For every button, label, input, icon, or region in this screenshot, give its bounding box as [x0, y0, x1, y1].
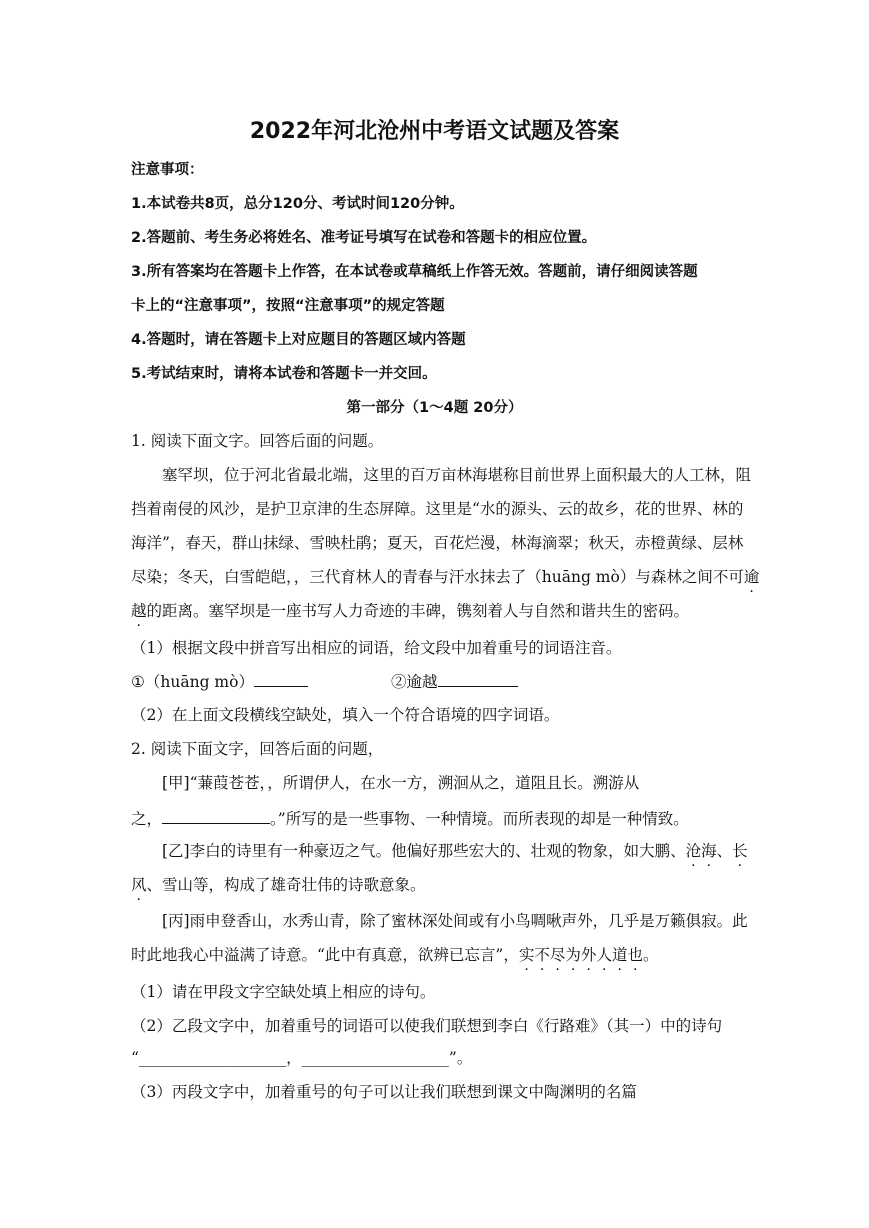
- passage-text: 、雪山等，构成了雄奇壮伟的诗歌意象。: [146, 876, 426, 894]
- answer-line: [131, 670, 308, 692]
- emphasized-char: 越: [131, 602, 147, 620]
- passage-text: 。: [642, 946, 659, 964]
- part-heading: 第一部分（1～4题 20分）: [346, 400, 523, 416]
- subquestion: （2）在上面文段横线空缺处，填入一个符合语境的四字词语。: [131, 706, 560, 724]
- passage-text: 尽染；冬天，白雪皑皑，，三代育林人的青春与汗水抹去了（huāng mò）与森林之间不可: [131, 568, 744, 586]
- poem-blank[interactable]: [162, 807, 270, 824]
- passage-text: 时此地我心中溢满了诗意。“此中有真意，欲辨已忘言”，: [131, 946, 519, 964]
- passage-line: 海洋”，春天，群山抹绿、雪映杜鹃；夏天，百花烂漫，林海滴翠；秋天，赤橙黄绿、层林: [131, 534, 744, 552]
- emphasized-char: 为: [565, 946, 581, 964]
- passage-text: 的距离。塞罕坝是一座书写人力奇迹的丰碑，镌刻着人与自然和谐共生的密码。: [146, 602, 690, 620]
- passage-line: [131, 807, 689, 829]
- notice-item: 3.所有答案均在答题卡上作答，在本试卷或草稿纸上作答无效。答题前，请仔细阅读答题: [131, 264, 698, 280]
- page-title: 2022年河北沧州中考语文试题及答案: [249, 119, 620, 144]
- notice-item: 5.考试结束时，请将本试卷和答题卡一并交回。: [131, 366, 437, 382]
- subquestion: （1）请在甲段文字空缺处填上相应的诗句。: [131, 983, 436, 1001]
- answer-a-label: ①（huāng mò）: [131, 673, 254, 691]
- answer-line[interactable]: “___________________，___________________”。: [131, 1049, 473, 1067]
- subquestion: （2）乙段文字中，加着重号的词语可以使我们联想到李白《行路难》（其一）中的诗句: [131, 1017, 723, 1035]
- answer-b-blank[interactable]: [438, 670, 518, 687]
- emphasized-char: 也: [627, 946, 643, 964]
- emphasized-sentence: [519, 946, 643, 964]
- question-2-stem: 2. 阅读下面文字，回答后面的问题，: [131, 740, 384, 758]
- passage-text: 之，: [131, 810, 163, 828]
- passage-line: 挡着南侵的风沙，是护卫京津的生态屏障。这里是“水的源头、云的故乡，花的世界、林的: [131, 500, 744, 518]
- notice-item: 卡上的“注意事项”，按照“注意事项”的规定答题: [131, 298, 445, 314]
- emphasized-char: 海: [701, 842, 717, 860]
- answer-b-label: ②逾越: [391, 673, 438, 691]
- passage-line: [131, 945, 659, 965]
- answer-line: [391, 670, 518, 692]
- passage-line: [甲]“蒹葭苍苍，，所谓伊人，在水一方，溯洄从之，道阻且长。溯游从: [162, 774, 640, 792]
- answer-a-blank[interactable]: [254, 670, 308, 687]
- passage-line: [丙]雨申登香山，水秀山青，除了蜜林深处间或有小鸟啁啾声外，几乎是万籁俱寂。此: [162, 912, 748, 930]
- emphasized-char: 尽: [549, 946, 566, 964]
- passage-line: [131, 875, 426, 895]
- notice-heading: 注意事项：: [131, 162, 204, 178]
- emphasized-char: 实: [518, 946, 535, 964]
- emphasized-char: 外: [580, 946, 597, 964]
- emphasized-char: 道: [611, 946, 628, 964]
- emphasized-char: 人: [596, 946, 612, 964]
- passage-text: 、: [716, 842, 733, 860]
- passage-line: [131, 601, 689, 621]
- subquestion: （3）丙段文字中，加着重号的句子可以让我们联想到课文中陶渊明的名篇: [131, 1083, 637, 1101]
- notice-item: 1.本试卷共8页，总分120分、考试时间120分钟。: [131, 196, 464, 212]
- emphasized-char: 逾: [743, 568, 760, 586]
- question-1-stem: 1. 阅读下面文字。回答后面的问题。: [131, 432, 384, 450]
- emphasized-char: 不: [534, 946, 550, 964]
- passage-line: [131, 567, 759, 587]
- passage-line: [162, 841, 748, 861]
- passage-text: [乙]李白的诗里有一种豪迈之气。他偏好那些宏大的、壮观的物象，如大鹏、: [162, 842, 686, 860]
- emphasized-char: 沧: [685, 842, 702, 860]
- notice-item: 2.答题前、考生务必将姓名、准考证号填写在试卷和答题卡的相应位置。: [131, 230, 597, 246]
- subquestion: （1）根据文段中拼音写出相应的词语，给文段中加着重号的词语注音。: [131, 639, 622, 657]
- passage-text: 。”所写的是一些事物、一种情境。而所表现的却是一种情致。: [270, 810, 689, 828]
- passage-line: 塞罕坝，位于河北省最北端，这里的百万亩林海堪称目前世界上面积最大的人工林，阻: [162, 466, 752, 484]
- notice-item: 4.答题时，请在答题卡上对应题目的答题区域内答题: [131, 332, 466, 348]
- emphasized-char: 风: [131, 876, 147, 894]
- emphasized-char: 长: [732, 842, 748, 860]
